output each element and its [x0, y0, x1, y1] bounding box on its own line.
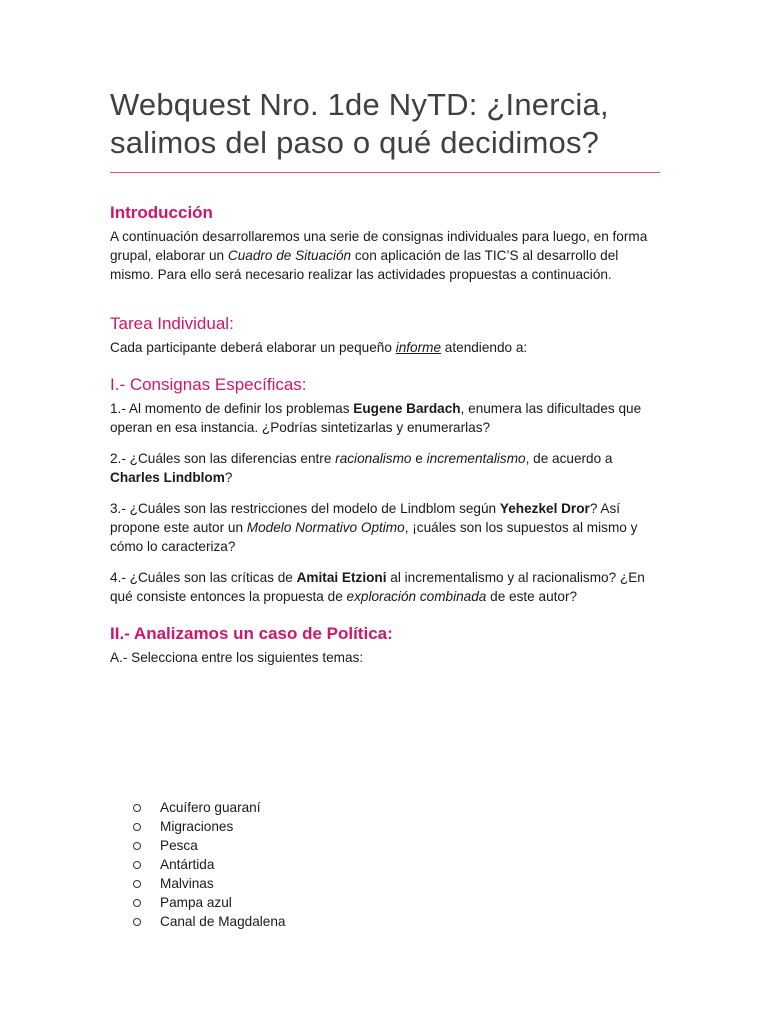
question-3 [110, 499, 660, 556]
topic-label: Malvinas [160, 876, 214, 891]
q2-italic-2: incrementalismo [426, 451, 526, 466]
q2-text-d: ? [224, 470, 233, 485]
topic-label: Canal de Magdalena [160, 914, 286, 929]
circle-bullet-icon [133, 861, 141, 869]
tarea-text-underlined: informe [395, 340, 442, 355]
topic-label: Antártida [160, 857, 215, 872]
circle-bullet-icon [133, 899, 141, 907]
tarea-text-b: atendiendo a: [441, 340, 528, 355]
circle-bullet-icon [133, 823, 141, 831]
page-title: Webquest Nro. 1de NyTD: ¿Inercia, salimos del paso o qué decidimos? [110, 87, 609, 160]
q2-text-c: , de acuerdo a [525, 451, 613, 466]
list-item [131, 893, 285, 912]
q1-author: Eugene Bardach [353, 401, 461, 416]
q2-text-b: e [411, 451, 427, 466]
question-1 [110, 399, 660, 437]
circle-bullet-icon [133, 880, 141, 888]
title-divider [110, 172, 660, 173]
q1-text-b: , enumera las dificultades que operan en esa instancia. ¿Podrías sintetizarlas y enumerarlas? [110, 401, 642, 435]
topic-label: Pesca [160, 838, 198, 853]
topic-label: Migraciones [160, 819, 234, 834]
list-item [131, 836, 285, 855]
q4-text-b: al incrementalismo y al racionalismo? ¿En qué consiste entonces la propuesta de [110, 570, 645, 604]
list-item [131, 817, 285, 836]
intro-text-b: con aplicación de las TIC’S al desarrollo del mismo. Para ello será necesario realizar las actividades propuestas a continuación. [110, 248, 619, 282]
intro-text-italic: Cuadro de Situación [227, 248, 352, 263]
tarea-paragraph [110, 338, 660, 357]
circle-bullet-icon [133, 842, 141, 850]
tarea-heading: Tarea Individual: [110, 314, 234, 333]
document-page [110, 86, 660, 667]
q4-italic: exploración combinada [346, 589, 487, 604]
topics-list [131, 798, 285, 931]
q3-author: Yehezkel Dror [499, 501, 590, 516]
intro-text-a: A continuación desarrollaremos una serie de consignas individuales para luego, en forma grupal, elaborar un [110, 229, 648, 263]
list-item [131, 874, 285, 893]
q2-author: Charles Lindblom [110, 470, 225, 485]
q3-text-c: , ¡cuáles son los supuestos al mismo y cómo lo caracteriza? [110, 520, 638, 554]
q1-text-a: 1.- Al momento de definir los problemas [110, 401, 354, 416]
list-item [131, 798, 285, 817]
intro-heading: Introducción [110, 203, 213, 222]
q4-text-a: 4.- ¿Cuáles son las críticas de [110, 570, 297, 585]
q4-text-c: de este autor? [486, 589, 578, 604]
question-4 [110, 568, 660, 606]
caso-heading: II.- Analizamos un caso de Política: [110, 624, 393, 643]
q2-italic-1: racionalismo [335, 451, 412, 466]
q4-author: Amitai Etzioni [296, 570, 387, 585]
circle-bullet-icon [133, 804, 141, 812]
intro-paragraph [110, 227, 660, 284]
tarea-text-a: Cada participante deberá elaborar un pequeño [110, 340, 396, 355]
consignas-heading: I.- Consignas Específicas: [110, 375, 307, 394]
topic-label: Acuífero guaraní [160, 800, 261, 815]
topic-label: Pampa azul [160, 895, 232, 910]
q3-text-a: 3.- ¿Cuáles son las restricciones del modelo de Lindblom según [110, 501, 500, 516]
q2-text-a: 2.- ¿Cuáles son las diferencias entre [110, 451, 336, 466]
q3-italic: Modelo Normativo Optimo [246, 520, 405, 535]
q3-text-b: ? Así propone este autor un [110, 501, 621, 535]
question-2 [110, 449, 660, 487]
circle-bullet-icon [133, 918, 141, 926]
list-item [131, 855, 285, 874]
list-item [131, 912, 285, 931]
caso-paragraph: A.- Selecciona entre los siguientes temas: [110, 650, 364, 665]
